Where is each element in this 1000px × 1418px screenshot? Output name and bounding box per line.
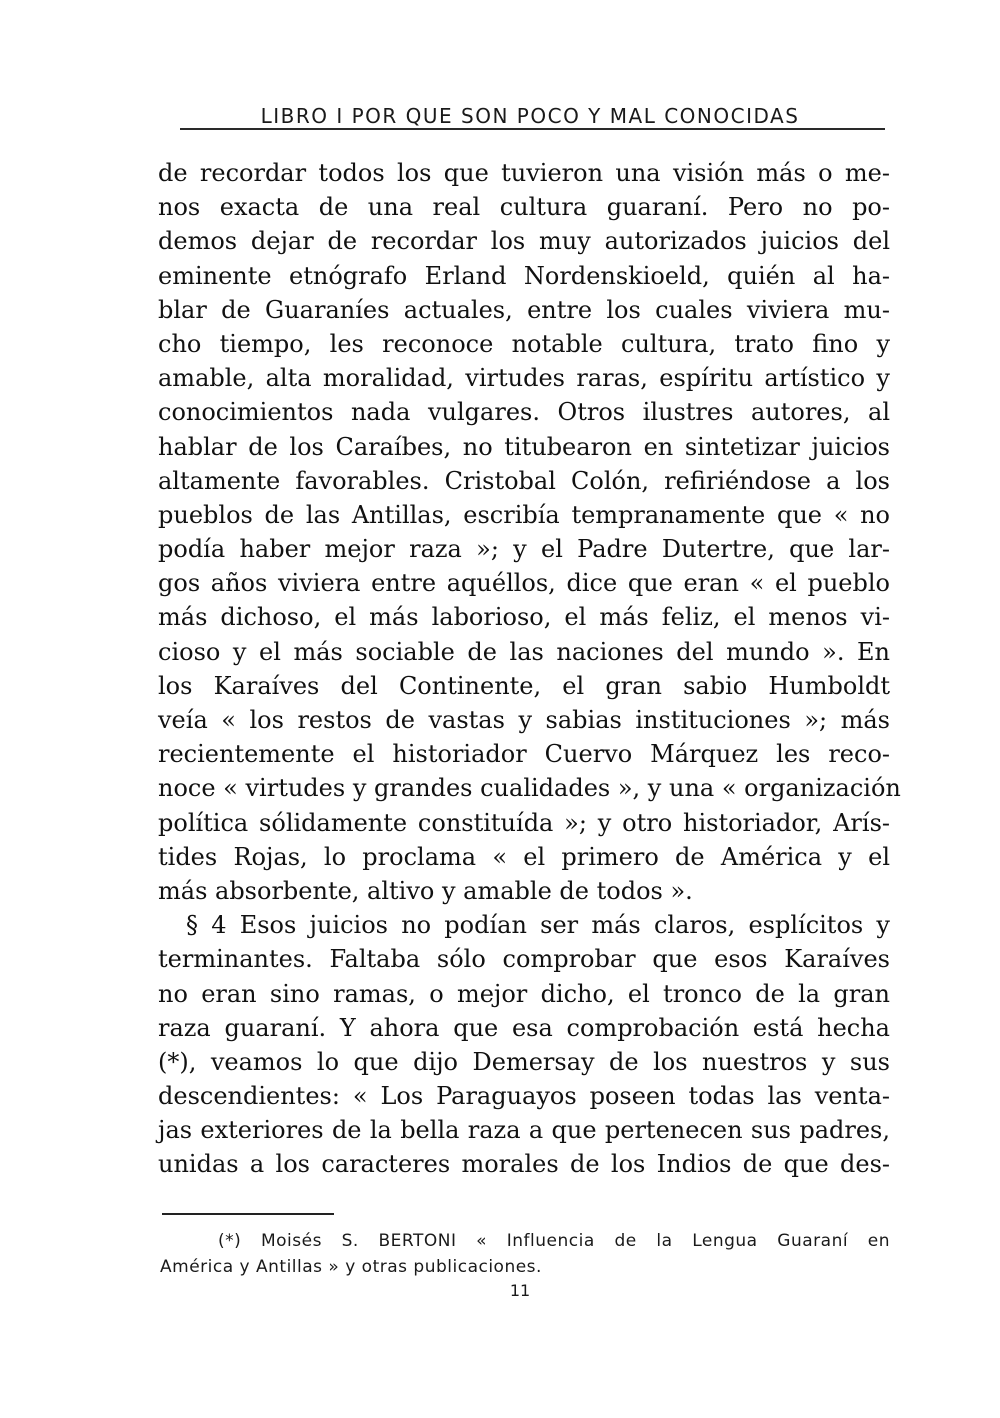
text-line: recientemente el historiador Cuervo Márquez les reco- — [158, 740, 890, 769]
text-line: unidas a los caracteres morales de los Indios de que des- — [158, 1150, 890, 1179]
text-line: más dichoso, el más laborioso, el más feliz, el menos vi- — [158, 603, 890, 632]
text-line: gos años viviera entre aquéllos, dice que eran « el pueblo — [158, 569, 890, 598]
text-line: cho tiempo, les reconoce notable cultura, trato fino y — [158, 329, 890, 358]
text-line: veía « los restos de vastas y sabias instituciones »; más — [158, 706, 890, 734]
text-line: los Karaíves del Continente, el gran sabio Humboldt — [158, 671, 890, 700]
header-rule — [180, 128, 885, 130]
text-line: hablar de los Caraíbes, no titubearon en sintetizar juicios — [158, 432, 890, 461]
section-start-line: § 4 Esos juicios no podían ser más claros, esplícitos y — [186, 911, 890, 940]
text-line: demos dejar de recordar los muy autorizados juicios del — [158, 227, 890, 256]
text-line: más absorbente, altivo y amable de todos ». — [158, 876, 693, 905]
text-line: eminente etnógrafo Erland Nordenskioeld, quién al ha- — [158, 261, 890, 290]
page-number: 11 — [509, 1281, 531, 1300]
text-line: raza guaraní. Y ahora que esa comprobación está hecha — [158, 1013, 890, 1042]
footnote-line: (*) Moisés S. BERTONI « Influencia de la Lengua Guaraní en — [218, 1231, 890, 1251]
running-header: LIBRO I POR QUE SON POCO Y MAL CONOCIDAS — [260, 104, 800, 128]
footnote-rule — [162, 1213, 334, 1215]
text-line: terminantes. Faltaba sólo comprobar que esos Karaíves — [158, 945, 890, 974]
text-line: descendientes: « Los Paraguayos poseen todas las venta- — [158, 1082, 890, 1111]
text-line: no eran sino ramas, o mejor dicho, el tronco de la gran — [158, 979, 890, 1008]
text-line: podía haber mejor raza »; y el Padre Dutertre, que lar- — [158, 535, 890, 564]
footnote-line: América y Antillas » y otras publicaciones. — [160, 1257, 542, 1277]
text-line: de recordar todos los que tuvieron una visión más o me- — [158, 159, 890, 187]
text-line: altamente favorables. Cristobal Colón, refiriéndose a los — [158, 466, 890, 495]
text-line: política sólidamente constituída »; y otro historiador, Arís- — [158, 808, 890, 837]
text-line: amable, alta moralidad, virtudes raras, espíritu artístico y — [158, 364, 890, 393]
body-text — [158, 156, 901, 1182]
footnote — [160, 1228, 890, 1280]
text-line: conocimientos nada vulgares. Otros ilustres autores, al — [158, 398, 890, 427]
text-line: blar de Guaraníes actuales, entre los cuales viviera mu- — [158, 295, 890, 324]
text-line: (*), veamos lo que dijo Demersay de los nuestros y sus — [158, 1047, 890, 1076]
text-line: noce « virtudes y grandes cualidades », y una « organización — [158, 774, 901, 803]
text-line: nos exacta de una real cultura guaraní. Pero no po- — [158, 193, 890, 222]
text-line: tides Rojas, lo proclama « el primero de América y el — [158, 842, 890, 871]
text-line: jas exteriores de la bella raza a que pertenecen sus padres, — [158, 1116, 890, 1145]
text-line: cioso y el más sociable de las naciones del mundo ». En — [158, 637, 890, 666]
text-line: pueblos de las Antillas, escribía tempranamente que « no — [158, 500, 890, 529]
